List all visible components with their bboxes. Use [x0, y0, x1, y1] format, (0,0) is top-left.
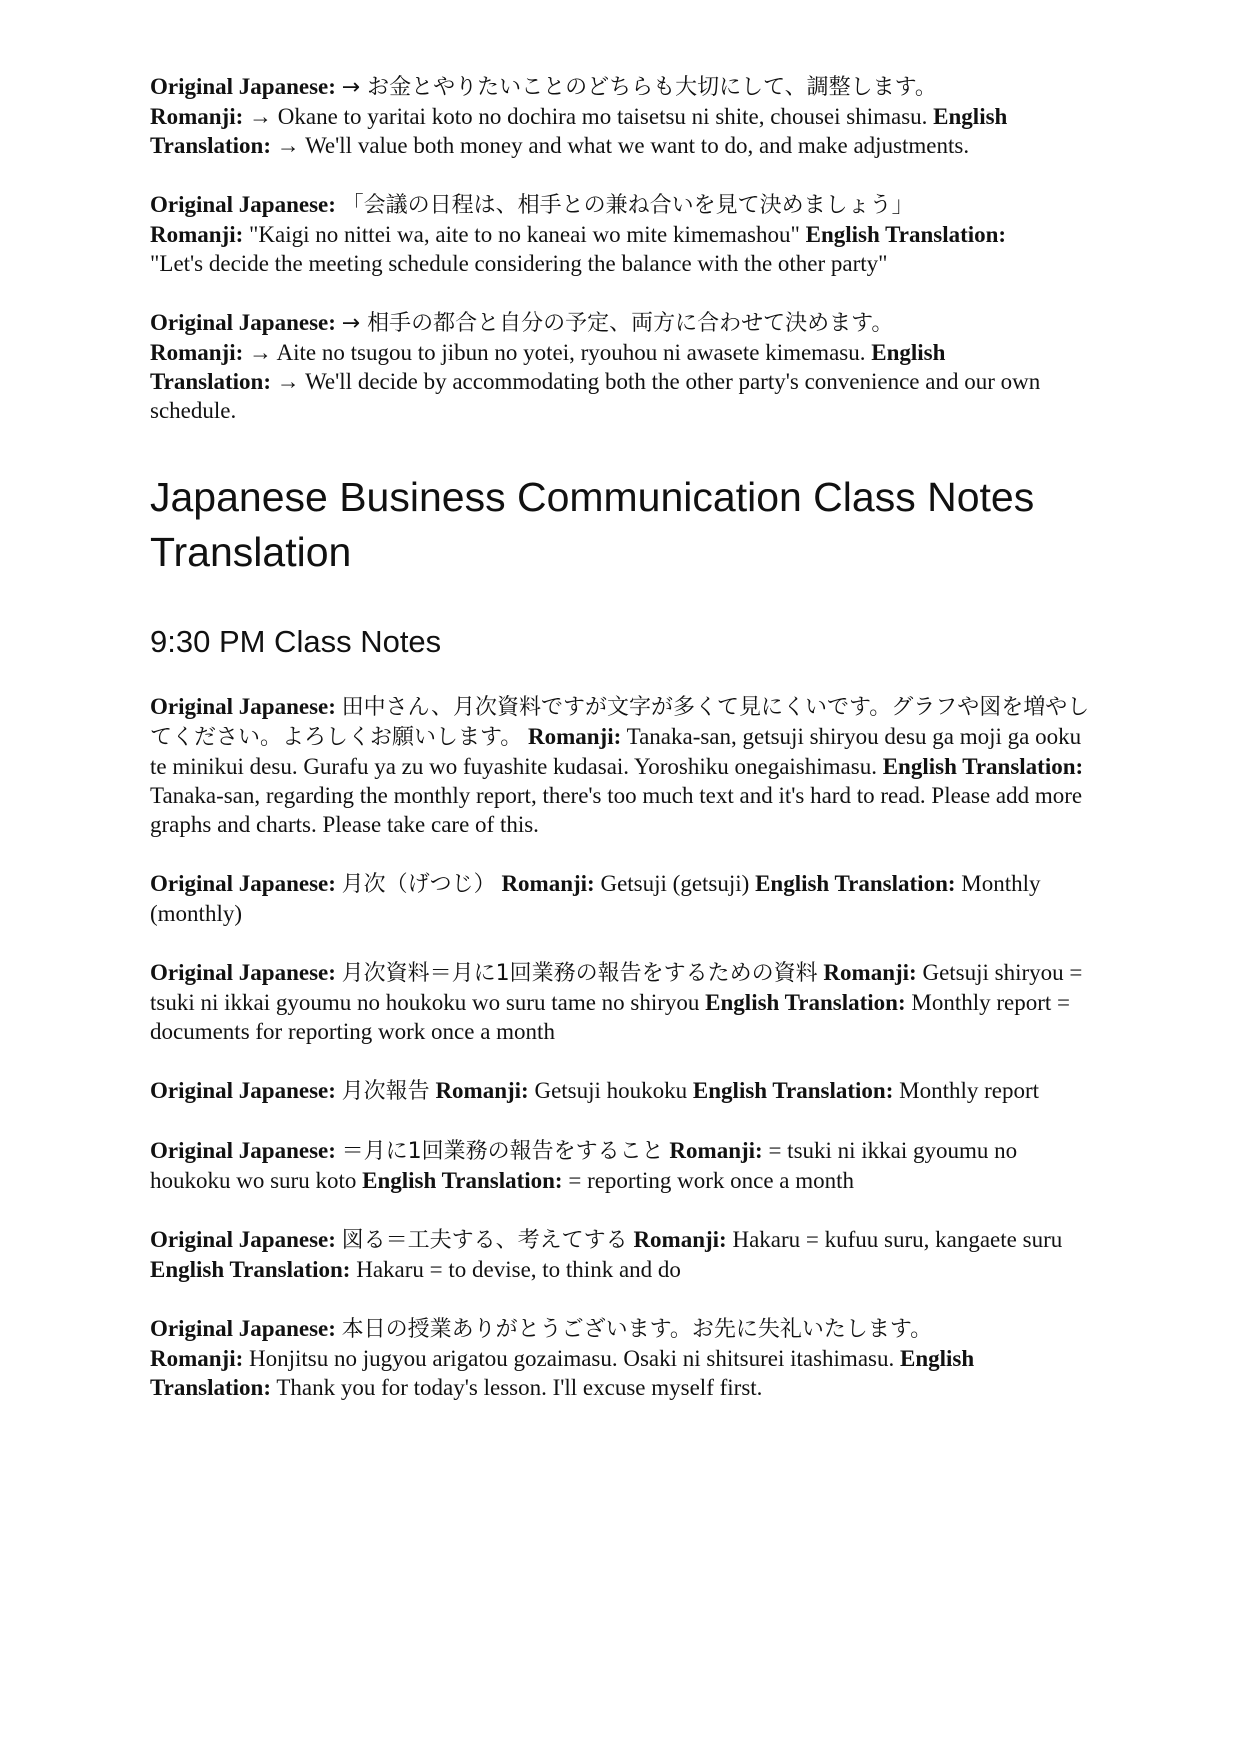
label-romanji: Romanji:	[528, 724, 622, 749]
romanji-text: Tanaka-san, getsuji shiryou desu ga moji ga ooku te minikui desu. Gurafu ya zu wo fuyashite kudasai. Yoroshiku onegaishimasu.	[150, 724, 1082, 779]
entry-intro-1	[150, 72, 1100, 160]
label-english: English Translation:	[805, 222, 1007, 247]
english-text: Hakaru = to devise, to think and do	[356, 1257, 681, 1282]
entry-class-3	[150, 958, 1100, 1046]
label-romanji: Romanji:	[150, 222, 244, 247]
entry-class-1	[150, 692, 1100, 839]
japanese-text: 月次（げつじ）	[341, 872, 496, 897]
label-translation-word: Translation:	[150, 369, 271, 394]
label-english: English Translation:	[882, 754, 1084, 779]
label-japanese: Original Japanese:	[150, 74, 336, 99]
label-romanji: Romanji:	[669, 1138, 763, 1163]
romanji-text: Getsuji (getsuji)	[600, 871, 750, 896]
japanese-text: 月次報告	[341, 1079, 430, 1104]
english-text: Monthly report	[899, 1078, 1040, 1103]
japanese-text: ＝月に1回業務の報告をすること	[341, 1139, 664, 1164]
english-text: Tanaka-san, regarding the monthly report, there's too much text and it's hard to read. Please add more graphs and charts. Please take care of this.	[150, 783, 1083, 837]
label-romanji: Romanji:	[435, 1078, 529, 1103]
entry-class-7	[150, 1314, 1100, 1402]
label-romanji: Romanji:	[150, 1346, 244, 1371]
romanji-text: Honjitsu no jugyou arigatou gozaimasu. Osaki ni shitsurei itashimasu.	[249, 1346, 895, 1371]
label-romanji: Romanji:	[633, 1227, 727, 1252]
document-title: Japanese Business Communication Class Notes Translation	[150, 474, 1035, 575]
entry-class-2	[150, 869, 1100, 928]
japanese-text: 図る＝工夫する、考えてする	[341, 1228, 628, 1253]
label-english: English Translation:	[705, 990, 906, 1015]
label-romanji: Romanji:	[501, 871, 595, 896]
label-english: English Translation:	[692, 1078, 894, 1103]
english-text: → We'll decide by accommodating both the other party's convenience and our own schedule.	[150, 369, 1041, 423]
japanese-text: → 相手の都合と自分の予定、両方に合わせて決めます。	[341, 311, 894, 336]
label-japanese: Original Japanese:	[150, 310, 336, 335]
romanji-text: "Kaigi no nittei wa, aite to no kaneai wo mite kimemashou"	[249, 222, 800, 247]
romanji-text: = tsuki ni ikkai gyoumu no houkoku wo suru koto	[150, 1138, 1018, 1193]
label-english-word: English	[933, 104, 1008, 129]
english-text: Monthly (monthly)	[150, 871, 1041, 926]
japanese-text: 月次資料＝月に1回業務の報告をするための資料	[341, 961, 818, 986]
label-english: English Translation:	[755, 871, 956, 896]
label-japanese: Original Japanese:	[150, 1316, 336, 1341]
label-english-word: English	[899, 1346, 975, 1371]
label-japanese: Original Japanese:	[150, 694, 336, 719]
label-japanese: Original Japanese:	[150, 1078, 336, 1103]
japanese-text: 田中さん、月次資料ですが文字が多くて見にくいです。グラフや図を増やしてください。よろしくお願いします。	[150, 695, 1090, 750]
label-romanji: Romanji:	[150, 104, 244, 129]
romanji-text: Hakaru = kufuu suru, kangaete suru	[732, 1227, 1063, 1252]
romanji-text: → Okane to yaritai koto no dochira mo taisetsu ni shite, chousei shimasu.	[249, 104, 928, 129]
entry-class-5	[150, 1136, 1100, 1195]
label-japanese: Original Japanese:	[150, 871, 336, 896]
english-text: "Let's decide the meeting schedule considering the balance with the other party"	[150, 251, 888, 276]
label-translation-word: Translation:	[150, 133, 271, 158]
label-english: English Translation:	[150, 1257, 351, 1282]
entry-intro-2	[150, 190, 1100, 278]
section-title: 9:30 PM Class Notes	[150, 624, 442, 659]
label-english: English Translation:	[362, 1168, 563, 1193]
document-page	[150, 72, 1100, 1432]
label-japanese: Original Japanese:	[150, 192, 336, 217]
english-text: Thank you for today's lesson. I'll excuse myself first.	[276, 1375, 763, 1400]
label-english-word: English	[871, 340, 946, 365]
label-japanese: Original Japanese:	[150, 960, 336, 985]
entry-intro-3	[150, 308, 1100, 425]
label-romanji: Romanji:	[150, 340, 244, 365]
romanji-text: → Aite no tsugou to jibun no yotei, ryouhou ni awasete kimemasu.	[249, 340, 866, 365]
japanese-text: 本日の授業ありがとうございます。お先に失礼いたします。	[341, 1317, 933, 1342]
entry-class-6	[150, 1225, 1100, 1284]
entry-class-4	[150, 1076, 1100, 1106]
japanese-text: 「会議の日程は、相手との兼ね合いを見て決めましょう」	[341, 193, 914, 218]
label-romanji: Romanji:	[823, 960, 917, 985]
english-text: → We'll value both money and what we want to do, and make adjustments.	[276, 133, 970, 158]
label-translation-word: Translation:	[150, 1375, 271, 1400]
japanese-text: → お金とやりたいことのどちらも大切にして、調整します。	[341, 75, 937, 100]
label-japanese: Original Japanese:	[150, 1227, 336, 1252]
label-japanese: Original Japanese:	[150, 1138, 336, 1163]
romanji-text: Getsuji shiryou = tsuki ni ikkai gyoumu no houkoku wo suru tame no shiryou	[150, 960, 1083, 1015]
english-text: Monthly report = documents for reporting work once a month	[150, 990, 1071, 1044]
romanji-text: Getsuji houkoku	[534, 1078, 688, 1103]
english-text: = reporting work once a month	[568, 1168, 855, 1193]
